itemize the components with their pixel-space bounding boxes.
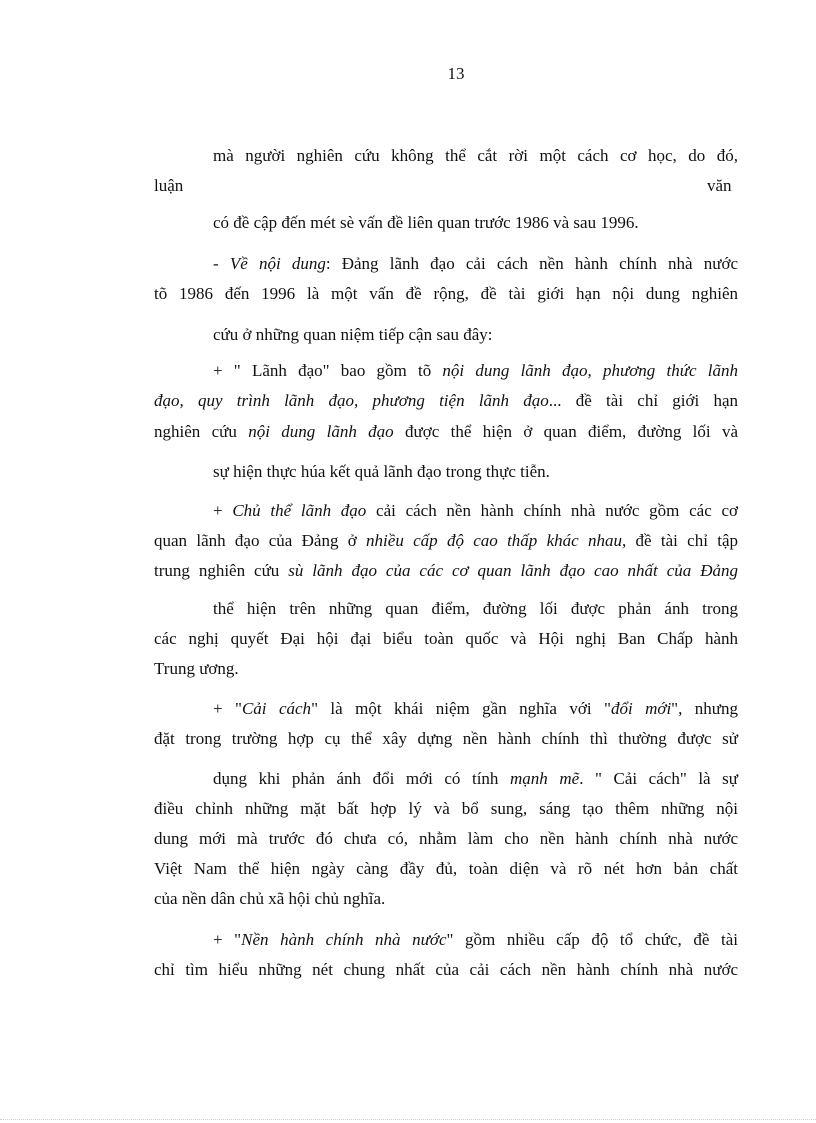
text-line: - Về nội dung: Đảng lãnh đạo cải cách nền hành chính nhà nước <box>213 254 739 273</box>
text-line: luận <box>154 176 184 195</box>
text-line: chỉ tìm hiểu những nét chung nhất của cải cách nền hành chính nhà nước <box>154 960 738 979</box>
text-line: có đề cập đến mét sè vấn đề liên quan trước 1986 và sau 1996. <box>213 213 639 232</box>
text-line: + Chủ thể lãnh đạo cải cách nền hành chính nhà nước gồm các cơ <box>213 501 738 520</box>
text-line: sự hiện thực húa kết quả lãnh đạo trong thực tiễn. <box>213 462 550 481</box>
text-line: + "Nền hành chính nhà nước" gồm nhiều cấp độ tổ chức, đề tài <box>213 930 739 949</box>
text-line: tõ 1986 đến 1996 là một vấn đề rộng, đề tài giới hạn nội dung nghiên <box>154 284 738 303</box>
text-line: điều chỉnh những mặt bất hợp lý và bổ sung, sáng tạo thêm những nội <box>154 799 738 818</box>
text-line: quan lãnh đạo của Đảng ở nhiều cấp độ cao thấp khác nhau, đề tài chỉ tập <box>154 531 739 550</box>
text-line: cứu ở những quan niệm tiếp cận sau đây: <box>213 325 493 344</box>
text-line: đặt trong trường hợp cụ thể xây dựng nền hành chính thì thường được sử <box>154 729 738 748</box>
text-line: văn <box>707 176 732 195</box>
text-line: mà người nghiên cứu không thể cắt rời một cách cơ học, do đó, <box>213 146 738 165</box>
text-line: thể hiện trên những quan điểm, đường lối được phản ánh trong <box>213 599 738 618</box>
text-line: + " Lãnh đạo" bao gồm tõ nội dung lãnh đạo, phương thức lãnh <box>213 361 738 380</box>
text-line: trung nghiên cứu sù lãnh đạo của các cơ quan lãnh đạo cao nhất của Đảng <box>154 561 738 580</box>
text-line: nghiên cứu nội dung lãnh đạo được thể hiện ở quan điểm, đường lối và <box>154 422 738 441</box>
text-line: dung mới mà trước đó chưa có, nhằm làm cho nền hành chính nhà nước <box>154 829 738 848</box>
text-line: + "Cải cách" là một khái niệm gần nghĩa với "đổi mới", nhưng <box>213 699 739 718</box>
page-bottom-rule <box>0 1119 816 1120</box>
text-line: Việt Nam thể hiện ngày càng đầy đủ, toàn diện và rõ nét hơn bản chất <box>154 859 738 878</box>
page-number: 13 <box>447 64 465 83</box>
text-line: đạo, quy trình lãnh đạo, phương tiện lãnh đạo... đề tài chỉ giới hạn <box>154 391 738 410</box>
text-line: Trung ương. <box>154 659 239 678</box>
text-line: dụng khi phản ánh đổi mới có tính mạnh mẽ. " Cải cách" là sự <box>213 769 738 788</box>
text-line: các nghị quyết Đại hội đại biểu toàn quốc và Hội nghị Ban Chấp hành <box>154 629 738 648</box>
text-line: của nền dân chủ xã hội chủ nghĩa. <box>154 889 386 908</box>
